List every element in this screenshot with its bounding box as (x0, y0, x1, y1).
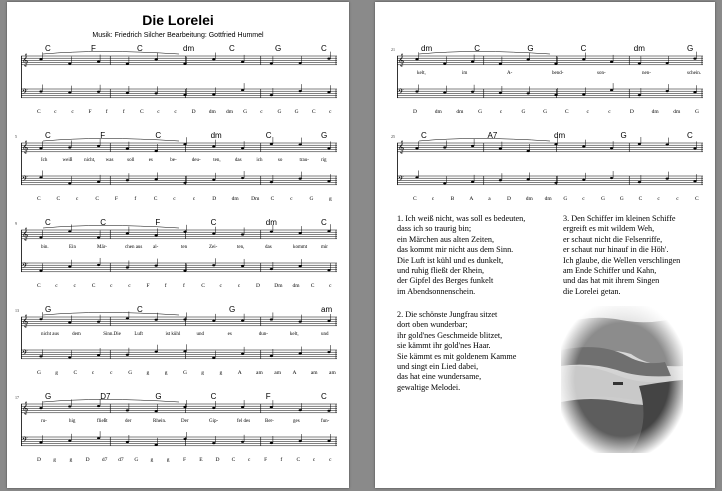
measure-number: 25 (391, 134, 395, 139)
lyric-syllable: mir (321, 245, 328, 250)
treble-clef-icon: 𝄞 (398, 53, 405, 67)
bass-note-label: C (311, 109, 316, 115)
chord-symbol: C (474, 44, 480, 53)
lyric-syllable: ist kühl (165, 332, 181, 337)
chord-symbol: F (91, 44, 96, 53)
bass-note-label: c (329, 109, 332, 115)
lyric-syllable: Ich (41, 158, 48, 163)
lyric-syllable: kelt, (289, 332, 299, 337)
bass-note-label: c (329, 457, 332, 463)
chord-symbol: C (45, 131, 51, 140)
chord-symbol: C (229, 44, 235, 53)
lyric-syllable: rig (321, 158, 327, 163)
bass-note-label: Dm (251, 196, 260, 202)
bass-note-label: G (521, 109, 526, 115)
bass-note-label: c (71, 109, 74, 115)
measure-number: 13 (15, 308, 19, 313)
bass-note-label: dm (225, 109, 233, 115)
chord-symbol: C (155, 131, 162, 140)
bass-note-label: c (608, 109, 611, 115)
bass-note-label: E (199, 457, 203, 463)
chord-symbol: A7 (487, 131, 498, 140)
staff-lines (397, 131, 703, 201)
lyric-syllable: trau- (299, 158, 309, 163)
treble-clef-icon: 𝄞 (22, 227, 29, 241)
bass-note-label: g (69, 457, 73, 463)
lyric-syllable: Zei- (209, 245, 218, 250)
chord-symbol: F (265, 392, 271, 401)
bass-note-label: f (183, 283, 185, 289)
bass-note-label: g (55, 370, 58, 376)
bass-note-label: A (292, 370, 297, 376)
lyric-syllable: bin. (41, 245, 49, 250)
chord-symbol: dm (554, 131, 566, 140)
verse-1: 1. Ich weiß nicht, was soll es bedeuten, dass ich so traurig bin; ein Märchen aus alten Zeiten, das kommt mir nicht aus dem Sinn. Die Luft ist kühl und es dunkelt, und ruhig fließt der Rhein, der Gipfel des Berges funkelt im Abendsonnenschein. (397, 214, 526, 296)
bass-note-label: a (488, 196, 491, 202)
chord-symbol: C (100, 218, 106, 227)
lyric-syllable: fun- (321, 419, 330, 424)
lyric-syllable: dun- (258, 332, 268, 337)
bass-note-label: g (146, 370, 150, 376)
bass-note-label: G (277, 109, 282, 115)
lyric-syllable: kommt (293, 245, 308, 250)
bass-note-label: g (201, 370, 204, 376)
lyric-syllable: fließt (97, 419, 108, 424)
chord-symbol: C (45, 44, 51, 53)
lyric-syllable: ten, (213, 158, 221, 163)
lyric-syllable: ich (256, 158, 263, 163)
bass-note-label: dm (434, 109, 442, 115)
bass-note-label: C (37, 196, 41, 202)
bass-note-label: D (629, 109, 634, 115)
bass-note-label: f (122, 109, 125, 115)
bass-note-label: G (37, 370, 41, 376)
bass-note-label: C (37, 283, 41, 289)
lyric-syllable: al- (153, 245, 159, 250)
bass-note-label: dm (544, 196, 552, 202)
bass-note-label: c (676, 196, 679, 202)
chord-symbol: G (527, 44, 534, 53)
chord-symbol: G (620, 131, 627, 140)
chord-symbol: C (137, 44, 143, 53)
bass-note-label: c (192, 196, 196, 202)
lyric-syllable: be- (170, 158, 177, 163)
bass-clef-icon: 𝄢 (22, 262, 28, 273)
chord-symbol: C (580, 44, 587, 53)
bass-note-label: C (296, 457, 301, 463)
bass-note-label: C (201, 283, 205, 289)
bass-note-label: B (450, 196, 455, 202)
bass-note-label: c (582, 196, 585, 202)
bass-note-label: am (274, 370, 281, 376)
music-system (15, 305, 337, 376)
bass-note-label: am (256, 370, 263, 376)
bass-clef-icon: 𝄢 (22, 88, 28, 99)
bass-note-label: f (105, 109, 108, 115)
treble-clef-icon: 𝄞 (22, 401, 29, 415)
bass-note-label: D (413, 109, 417, 115)
bass-note-label: C (270, 196, 275, 202)
bass-clef-icon: 𝄢 (398, 175, 404, 186)
treble-clef-icon: 𝄞 (22, 314, 29, 328)
lyric-syllable: im (462, 71, 468, 76)
bass-note-label: dm (673, 109, 681, 115)
bass-note-label: c (586, 109, 589, 115)
bass-note-label: G (294, 109, 299, 115)
bass-note-label: c (174, 109, 177, 115)
bass-note-label: c (431, 196, 435, 202)
bass-note-label: c (55, 283, 58, 289)
staff-lines (21, 44, 337, 114)
bass-note-label: C (73, 370, 78, 376)
measure-number: 9 (15, 221, 17, 226)
lyric-syllable: chen aus (125, 245, 143, 250)
bass-note-label: c (329, 283, 332, 289)
bass-note-label: D (256, 283, 260, 289)
bass-note-label: c (247, 457, 251, 463)
chord-symbol: C (210, 218, 217, 227)
bass-note-label: C (310, 283, 315, 289)
rhine-valley-photo (561, 306, 683, 453)
lyric-syllable: Mär- (97, 245, 107, 250)
bass-note-label: C (56, 196, 61, 202)
bass-note-label: F (146, 283, 150, 289)
bass-note-label: G (601, 196, 605, 202)
verse-2: 2. Die schönste Jungfrau sitzet dort oben wunderbar; ihr gold'nes Geschmeide blitzet, sie kämmt ihr gold'nes Haar. Sie kämmt es mit goldenem Kamme und singt ein Lied dabei, das hat eine wundersame, gewaltige Melodei. (397, 310, 517, 392)
staff-lines (397, 44, 703, 114)
bass-note-label: D (85, 457, 90, 463)
chord-symbol: C (321, 44, 327, 53)
bass-note-label: G (543, 109, 548, 115)
lyric-syllable: A- (507, 71, 513, 76)
lyric-syllable: ten (181, 245, 188, 250)
verse-3: 3. Den Schiffer im kleinen Schiffe ergreift es mit wildem Weh, er schaut nicht die Felsenriffe, er schaut nur hinauf in die Höh'. Ich glaube, die Wellen verschlingen am Ende Schiffer und Kahn, und das hat mit ihrem Singen die Lorelei getan. (563, 214, 681, 296)
chord-symbol: C (321, 218, 327, 227)
lyric-syllable: soll (127, 158, 135, 163)
chord-symbol: F (155, 218, 161, 227)
bass-note-label: dm (231, 196, 239, 202)
chord-symbol: dm (210, 131, 222, 140)
treble-clef-icon: 𝄞 (22, 53, 29, 67)
chord-symbol: C (137, 305, 143, 314)
music-system (391, 44, 703, 115)
chord-symbol: G (687, 44, 694, 53)
bass-note-label: C (91, 283, 96, 289)
bass-note-label: c (128, 283, 131, 289)
lyric-syllable: Der (181, 419, 189, 424)
bass-note-label: c (260, 109, 263, 115)
chord-symbol: G (229, 305, 236, 314)
treble-clef-icon: 𝄞 (398, 140, 405, 154)
music-system (15, 392, 337, 463)
bass-note-label: f (280, 457, 283, 463)
bass-note-label: G (128, 370, 133, 376)
measure-number: 5 (15, 134, 17, 139)
lyric-syllable: ges (293, 419, 300, 424)
bass-note-label: g (164, 370, 168, 376)
bass-note-label: g (219, 370, 223, 376)
bass-note-label: g (150, 457, 154, 463)
music-system (391, 131, 703, 202)
bass-note-label: f (164, 283, 167, 289)
bass-note-label: C (95, 196, 100, 202)
bass-note-label: c (110, 283, 113, 289)
lyric-syllable: weiß (62, 158, 73, 163)
bass-note-label: dm (208, 109, 216, 115)
lyric-syllable: das (234, 158, 242, 163)
bass-note-label: G (563, 196, 568, 202)
bass-note-label: dm (651, 109, 659, 115)
lyric-syllable: bend- (552, 71, 564, 76)
bass-note-label: D (37, 457, 41, 463)
bass-clef-icon: 𝄢 (22, 349, 28, 360)
lyric-syllable: und (196, 332, 205, 337)
bass-note-label: G (134, 457, 139, 463)
staff-lines (21, 392, 337, 462)
bass-note-label: am (310, 370, 318, 376)
chord-symbol: G (155, 392, 162, 401)
lyric-syllable: ten, (237, 245, 245, 250)
lyric-syllable: fel des (237, 419, 251, 424)
bass-note-label: G (183, 370, 187, 376)
chord-symbol: F (100, 131, 106, 140)
song-title: Die Lorelei (142, 12, 214, 28)
bass-note-label: c (54, 109, 57, 115)
lyric-syllable: schein. (687, 71, 702, 76)
lyric-syllable: das (265, 245, 272, 250)
music-system (21, 44, 337, 114)
bass-note-label: c (173, 196, 176, 202)
chord-symbol: am (321, 305, 333, 314)
lyric-syllable: Ber- (265, 419, 274, 424)
lyric-syllable: nicht aus (41, 332, 59, 337)
chord-symbol: dm (421, 44, 433, 53)
bass-note-label: C (413, 196, 417, 202)
lyric-syllable: hig (69, 419, 76, 424)
bass-note-label: dm (456, 109, 464, 115)
bass-note-label: Dm (274, 283, 283, 289)
bass-note-label: c (219, 283, 222, 289)
music-system (15, 218, 337, 289)
lyric-syllable: nicht, (84, 158, 96, 163)
bass-note-label: F (264, 457, 268, 463)
chord-symbol: C (45, 218, 51, 227)
bass-clef-icon: 𝄢 (22, 436, 28, 447)
chord-symbol: dm (265, 218, 277, 227)
lyric-syllable: und (321, 332, 329, 337)
bass-note-label: F (183, 457, 187, 463)
bass-note-label: g (329, 196, 332, 202)
lyric-syllable: deu- (191, 158, 201, 163)
bass-clef-icon: 𝄢 (22, 175, 28, 186)
bass-note-label: G (243, 109, 248, 115)
bass-note-label: c (657, 196, 660, 202)
chord-symbol: dm (183, 44, 195, 53)
bass-note-label: C (37, 109, 41, 115)
lyric-syllable: ru- (41, 419, 47, 424)
bass-note-label: G (309, 196, 314, 202)
bass-note-label: c (91, 370, 95, 376)
bass-note-label: A (469, 196, 474, 202)
bass-note-label: D (212, 196, 217, 202)
bass-note-label: c (237, 283, 241, 289)
bass-note-label: C (153, 196, 158, 202)
bass-note-label: c (312, 457, 316, 463)
staff-lines (21, 305, 337, 375)
bass-note-label: c (73, 283, 76, 289)
bass-note-label: G (619, 196, 624, 202)
bass-note-label: c (499, 109, 503, 115)
lyric-syllable: Gip- (209, 419, 219, 424)
chord-symbol: C (687, 131, 693, 140)
chord-symbol: C (421, 131, 427, 140)
bass-clef-icon: 𝄢 (398, 88, 404, 99)
staff-lines (21, 218, 337, 288)
bass-note-label: c (75, 196, 79, 202)
bass-note-label: C (695, 196, 699, 202)
bass-note-label: G (478, 109, 483, 115)
bass-note-label: C (140, 109, 144, 115)
bass-note-label: f (134, 196, 137, 202)
chord-symbol: G (45, 305, 52, 314)
bass-note-label: A (237, 370, 242, 376)
lyric-syllable: Rhein. (153, 419, 167, 424)
lyric-syllable: Sinn.Die (103, 332, 121, 337)
lyric-syllable: der (125, 419, 132, 424)
bass-note-label: c (110, 370, 113, 376)
bass-note-label: F (88, 109, 92, 115)
lyric-syllable: so (277, 158, 283, 163)
lyric-syllable: Luft (134, 332, 143, 337)
lyric-syllable: dem (72, 332, 81, 337)
measure-number: 21 (391, 47, 395, 52)
music-system (15, 131, 337, 202)
song-credits: Musik: Friedrich Silcher Bearbeitung: Gottfried Hummel (92, 32, 264, 39)
bass-note-label: dm (292, 283, 300, 289)
bass-note-label: C (231, 457, 236, 463)
bass-note-label: c (290, 196, 293, 202)
chord-symbol: D7 (100, 392, 111, 401)
bass-note-label: d7 (101, 457, 108, 463)
chord-symbol: dm (633, 44, 645, 53)
treble-clef-icon: 𝄞 (22, 140, 29, 154)
chord-symbol: C (321, 392, 327, 401)
chord-symbol: G (321, 131, 328, 140)
staff-lines (21, 131, 337, 201)
bass-note-label: C (638, 196, 643, 202)
lyric-syllable: es (148, 158, 153, 163)
bass-note-label: D (507, 196, 511, 202)
chord-symbol: C (265, 131, 272, 140)
bass-note-label: g (53, 457, 56, 463)
chord-symbol: G (275, 44, 282, 53)
bass-note-label: dm (525, 196, 533, 202)
chord-symbol: C (210, 392, 217, 401)
lyric-syllable: es (227, 332, 232, 337)
lyric-syllable: was (105, 158, 114, 163)
bass-note-label: d7 (118, 457, 124, 463)
chord-symbol: G (45, 392, 52, 401)
lyric-syllable: Ein (69, 245, 76, 250)
lyric-syllable: son- (597, 71, 606, 76)
lyric-syllable: kelt, (417, 71, 426, 76)
bass-note-label: am (329, 370, 336, 376)
lyric-syllable: nen- (642, 71, 651, 76)
bass-note-label: F (114, 196, 118, 202)
bass-note-label: D (215, 457, 220, 463)
bass-note-label: g (166, 457, 170, 463)
sheet-page-left (7, 2, 349, 488)
bass-note-label: G (695, 109, 699, 115)
bass-note-label: C (564, 109, 569, 115)
measure-number: 17 (15, 395, 19, 400)
bass-note-label: D (191, 109, 196, 115)
bass-note-label: c (157, 109, 160, 115)
sheet-page-right (375, 2, 715, 488)
